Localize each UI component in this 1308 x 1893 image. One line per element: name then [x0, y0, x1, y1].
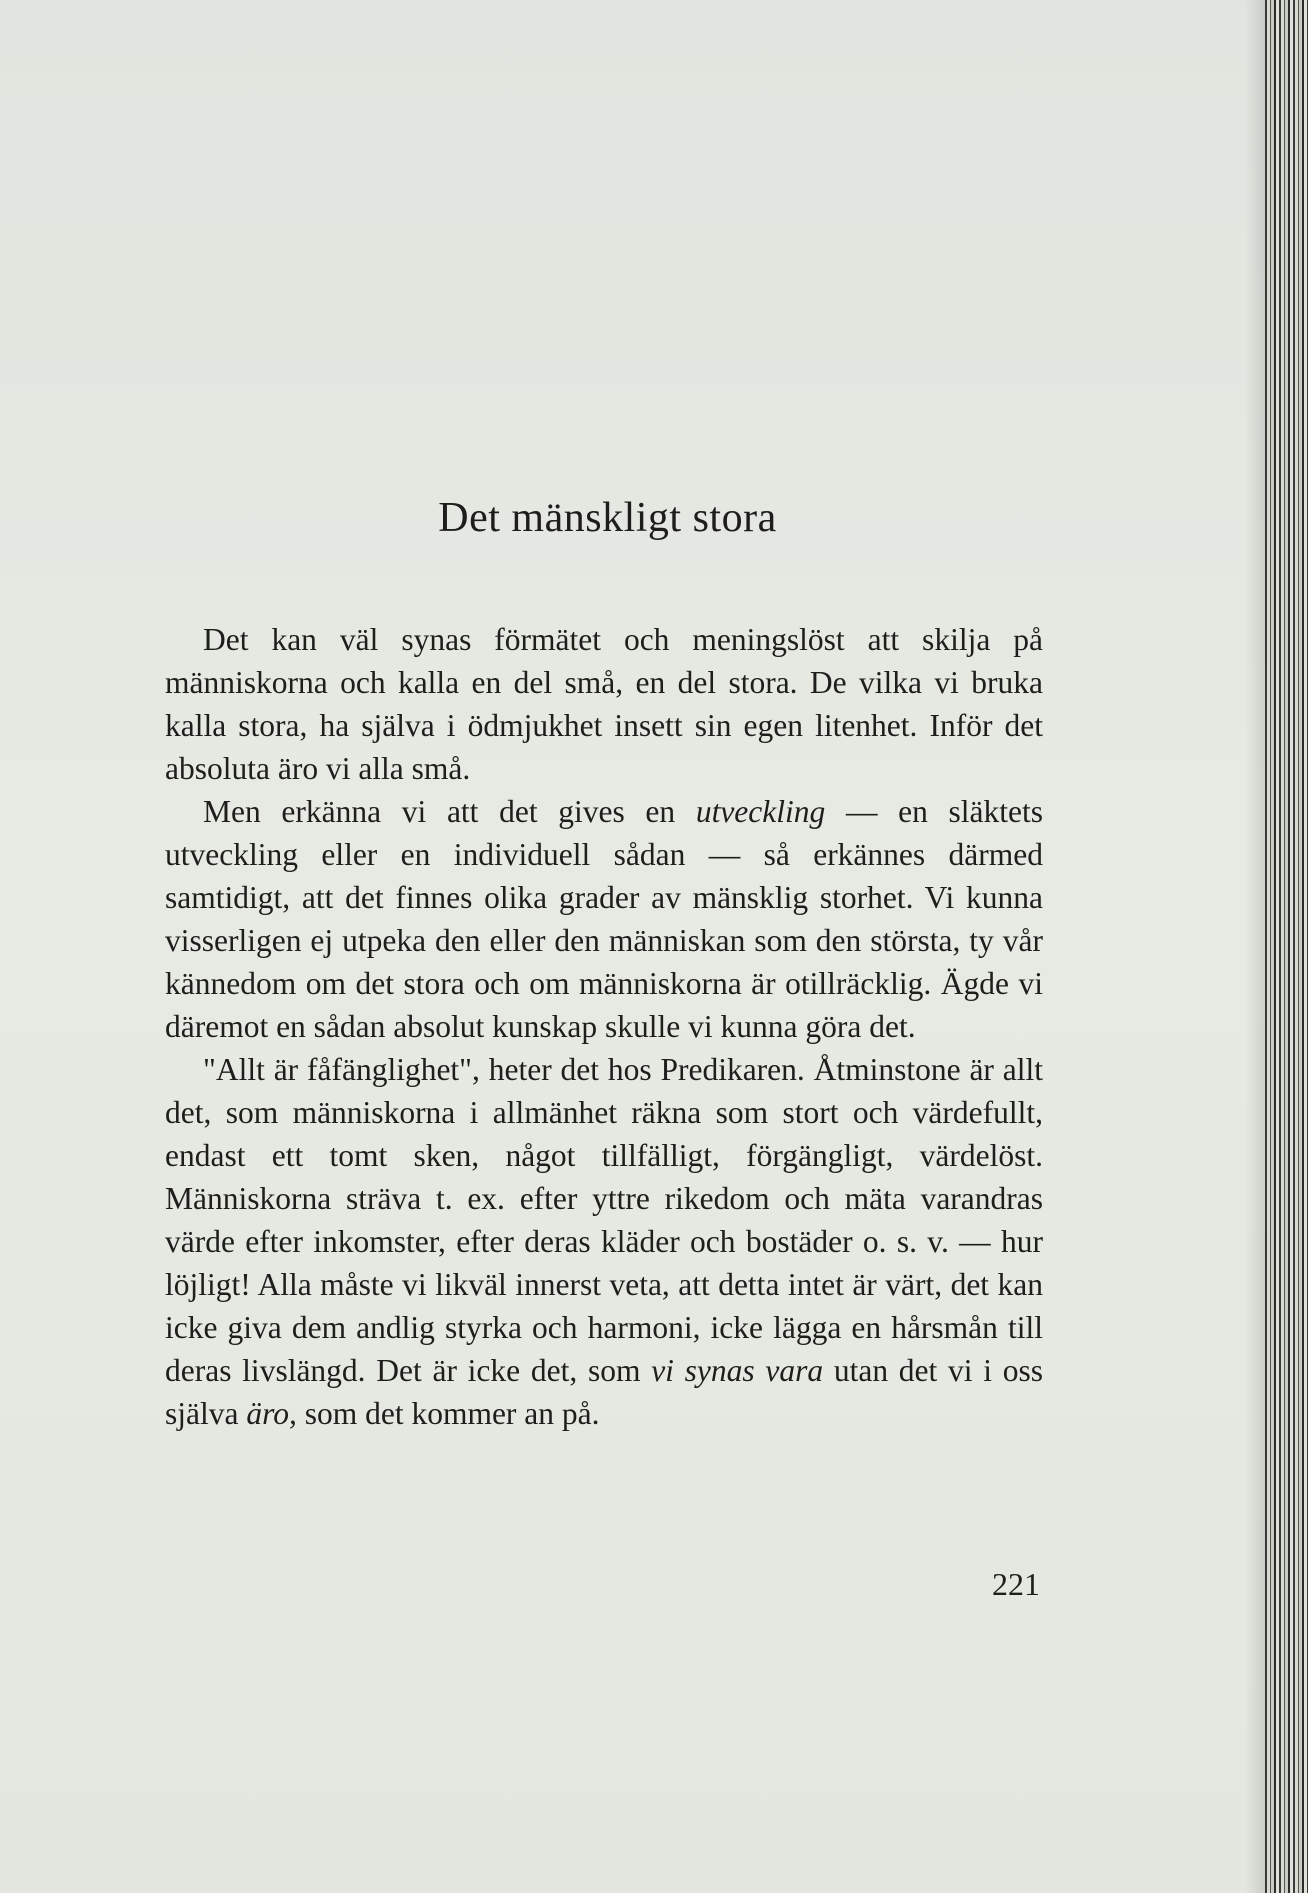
paragraph-2-segment-3: — en släktets utveckling eller en individuell sådan — så erkännes därmed samtidigt, att det finnes olika grader av mänsklig storhet. Vi kunna visserligen ej utpeka den eller den människan som den största, ty vår kännedom om det stora och om människorna är otillräcklig. Ägde vi däremot en sådan absolut kunskap skulle vi kunna göra det.: [165, 794, 1043, 1044]
paragraph-3-segment-3: utan det vi i oss själva: [165, 1353, 1043, 1431]
paragraph-3-segment-1: "Allt är fåfänglighet", heter det hos Predikaren. Åtminstone är allt det, som människorna i allmänhet räkna som stort och värdefullt, endast ett tomt sken, något tillfälligt, förgängligt, värdelöst. Människorna sträva t. ex. efter yttre rikedom och mäta varandras värde efter inkomster, efter deras kläder och bostäder o. s. v. — hur löjligt! Alla måste vi likväl innerst veta, att detta intet är värt, det kan icke giva dem andlig styrka och harmoni, icke lägga en hårsmån till deras livslängd. Det är icke det, som: [165, 1052, 1043, 1388]
paragraph-3-segment-5: som det kommer an på.: [296, 1396, 600, 1431]
paragraph-1: [165, 618, 1043, 790]
page-number: 221: [992, 1566, 1040, 1602]
paragraph-3: [165, 1048, 1043, 1435]
paragraph-2-segment-1: Men erkänna vi att det gives en: [203, 794, 696, 829]
paragraph-2: [165, 790, 1043, 1048]
page-gutter-shadow: [1245, 0, 1267, 1893]
paragraph-3-italic-aro: äro,: [246, 1396, 297, 1431]
chapter-title: Det mänskligt stora: [438, 495, 777, 541]
body-text: [165, 618, 1043, 1435]
paragraph-3-italic-vi-synas-vara: vi synas vara: [651, 1353, 824, 1388]
book-page-edges: [1265, 0, 1308, 1893]
paragraph-2-italic-utveckling: utveckling: [695, 794, 826, 829]
paragraph-1-segment-1: Det kan väl synas förmätet och meningslöst att skilja på människorna och kalla en del små, en del stora. De vilka vi bruka kalla stora, ha själva i ödmjukhet insett sin egen litenhet. Inför det absoluta äro vi alla små.: [165, 622, 1043, 786]
